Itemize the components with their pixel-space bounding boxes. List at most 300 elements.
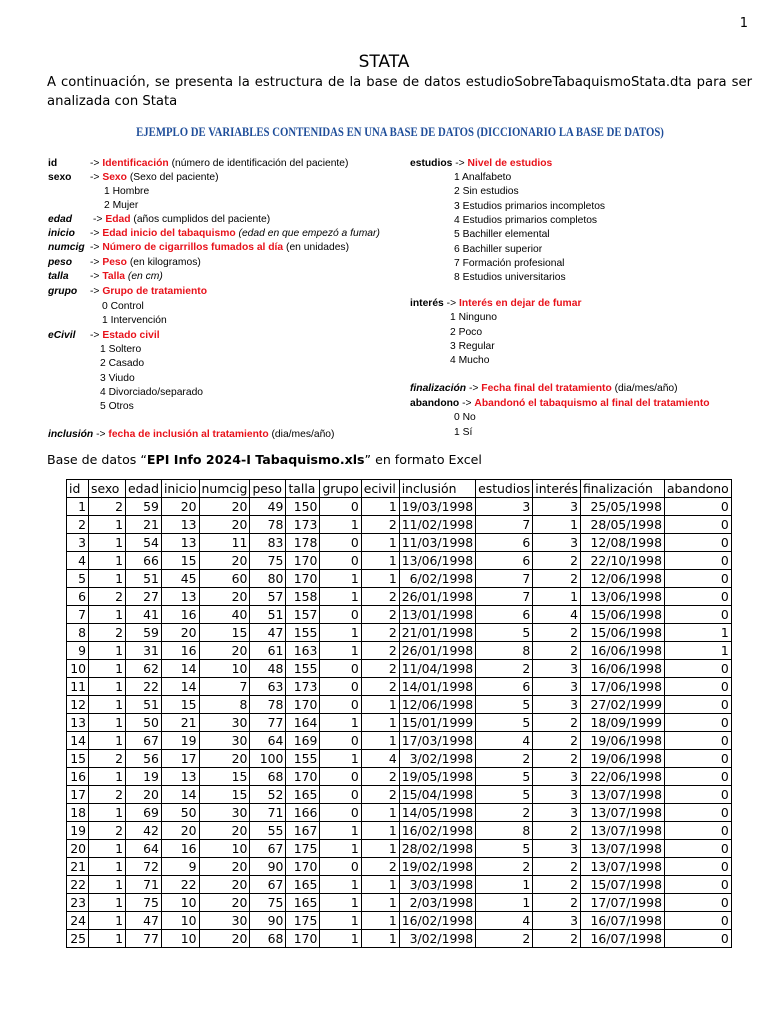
table-cell: 0 [664, 894, 731, 912]
option: 2 Casado [100, 358, 145, 369]
table-cell: 2 [361, 768, 399, 786]
table-cell: 0 [320, 678, 361, 696]
page-number: 1 [739, 16, 748, 31]
table-row [67, 840, 732, 858]
var-label: fecha de inclusión al tratamiento [108, 429, 269, 440]
table-cell: 4 [361, 750, 399, 768]
table-cell: 1 [361, 930, 399, 948]
table-cell: 2 [533, 552, 581, 570]
table-cell: 1 [320, 588, 361, 606]
table-cell: 20 [199, 588, 250, 606]
var-id [48, 157, 349, 171]
table-cell: 50 [126, 714, 162, 732]
table-cell: 15/04/1998 [399, 786, 475, 804]
table-cell: 10 [199, 660, 250, 678]
table-cell: 7 [67, 606, 89, 624]
table-cell: 3/02/1998 [399, 750, 475, 768]
table-cell: 170 [286, 858, 320, 876]
table-cell: 10 [67, 660, 89, 678]
table-cell: 0 [664, 822, 731, 840]
table-cell: 51 [126, 570, 162, 588]
table-cell: 13/07/1998 [580, 858, 664, 876]
table-cell: 170 [286, 930, 320, 948]
table-cell: 2 [361, 678, 399, 696]
table-cell: 10 [161, 912, 199, 930]
arrow: -> Número de cigarrillos fumados al día (en unidades) [90, 242, 349, 253]
table-cell: 3 [533, 678, 581, 696]
table-cell: 163 [286, 642, 320, 660]
table-cell: 12/08/1998 [580, 534, 664, 552]
table-cell: 25 [67, 930, 89, 948]
table-cell: 68 [250, 930, 286, 948]
table-cell: 19/06/1998 [580, 750, 664, 768]
table-cell: 16/06/1998 [580, 642, 664, 660]
table-cell: 68 [250, 768, 286, 786]
table-cell: 100 [250, 750, 286, 768]
table-cell: 11 [199, 534, 250, 552]
table-cell: 13/07/1998 [580, 786, 664, 804]
table-cell: 0 [664, 876, 731, 894]
table-cell: 1 [320, 750, 361, 768]
table-cell: 1 [89, 894, 126, 912]
table-cell: 8 [476, 822, 533, 840]
table-cell: 30 [199, 714, 250, 732]
table-cell: 0 [664, 606, 731, 624]
table-cell: 67 [250, 840, 286, 858]
option: 1 Ninguno [450, 312, 497, 323]
table-cell: 17/06/1998 [580, 678, 664, 696]
var-talla [48, 270, 163, 284]
table-cell: 165 [286, 894, 320, 912]
dictionary-heading: EJEMPLO DE VARIABLES CONTENIDAS EN UNA BASE DE DATOS (DICCIONARIO LA BASE DE DATOS) [136, 125, 664, 139]
table-cell: 155 [286, 660, 320, 678]
table-cell: 1 [476, 894, 533, 912]
table-cell: 15 [67, 750, 89, 768]
table-cell: 1 [361, 714, 399, 732]
table-cell: 59 [126, 624, 162, 642]
table-cell: 2 [476, 660, 533, 678]
table-cell: 175 [286, 912, 320, 930]
table-cell: 6 [476, 552, 533, 570]
table-cell: 78 [250, 516, 286, 534]
var-name: grupo [48, 286, 78, 297]
table-cell: 1 [89, 840, 126, 858]
arrow: -> [96, 429, 106, 440]
table-cell: 2 [89, 822, 126, 840]
table-cell: 48 [250, 660, 286, 678]
table-row [67, 894, 732, 912]
table-cell: 60 [199, 570, 250, 588]
table-row [67, 570, 732, 588]
table-body [67, 498, 732, 948]
table-cell: 2 [476, 858, 533, 876]
table-cell: 5 [476, 624, 533, 642]
table-cell: 1 [476, 876, 533, 894]
table-cell: 80 [250, 570, 286, 588]
arrow: -> Estado civil [90, 330, 160, 341]
column-header-abandono: abandono [664, 480, 731, 498]
table-row [67, 876, 732, 894]
table-cell: 47 [126, 912, 162, 930]
table-cell: 20 [126, 786, 162, 804]
var-name: talla [48, 271, 69, 282]
table-cell: 47 [250, 624, 286, 642]
table-cell: 4 [476, 732, 533, 750]
table-cell: 1 [664, 642, 731, 660]
table-cell: 16/02/1998 [399, 912, 475, 930]
table-cell: 30 [199, 732, 250, 750]
var-sexo [48, 171, 219, 185]
arrow: -> [455, 158, 465, 169]
table-cell: 11 [67, 678, 89, 696]
var-label: Nivel de estudios [467, 158, 553, 169]
table-cell: 0 [664, 732, 731, 750]
table-cell: 64 [126, 840, 162, 858]
table-cell: 20 [199, 894, 250, 912]
arrow: -> Grupo de tratamiento [90, 286, 208, 297]
table-cell: 51 [126, 696, 162, 714]
table-cell: 77 [126, 930, 162, 948]
table-cell: 61 [250, 642, 286, 660]
option: 4 Estudios primarios completos [454, 215, 598, 226]
var-ecivil [48, 329, 160, 343]
table-cell: 1 [89, 642, 126, 660]
var-estudios [410, 157, 552, 171]
table-cell: 7 [476, 588, 533, 606]
table-cell: 0 [664, 858, 731, 876]
option: 1 Intervención [102, 315, 167, 326]
table-cell: 71 [126, 876, 162, 894]
arrow: -> Sexo (Sexo del paciente) [90, 172, 219, 183]
table-cell: 15 [161, 552, 199, 570]
table-cell: 2 [89, 750, 126, 768]
table-cell: 2 [361, 858, 399, 876]
option: 4 Divorciado/separado [100, 387, 204, 398]
table-cell: 0 [664, 588, 731, 606]
var-inclusion [48, 428, 334, 442]
table-cell: 27 [126, 588, 162, 606]
table-cell: 2 [533, 876, 581, 894]
table-cell: 2 [533, 930, 581, 948]
var-name: peso [48, 257, 73, 268]
table-cell: 15/06/1998 [580, 624, 664, 642]
table-cell: 170 [286, 570, 320, 588]
table-row [67, 498, 732, 516]
table-cell: 0 [664, 696, 731, 714]
option: 0 No [454, 412, 476, 423]
table-cell: 2 [533, 732, 581, 750]
option: 1 Hombre [104, 186, 150, 197]
table-cell: 10 [199, 840, 250, 858]
table-cell: 13/07/1998 [580, 840, 664, 858]
table-cell: 1 [320, 894, 361, 912]
table-cell: 1 [89, 570, 126, 588]
table-cell: 13/07/1998 [580, 822, 664, 840]
table-row [67, 696, 732, 714]
table-cell: 22/10/1998 [580, 552, 664, 570]
table-cell: 2 [533, 642, 581, 660]
table-cell: 69 [126, 804, 162, 822]
table-cell: 1 [89, 678, 126, 696]
column-header-inicio: inicio [161, 480, 199, 498]
table-cell: 20 [161, 624, 199, 642]
table-cell: 22 [67, 876, 89, 894]
table-cell: 90 [250, 858, 286, 876]
table-cell: 21/01/1998 [399, 624, 475, 642]
option: 8 Estudios universitarios [454, 272, 566, 283]
table-cell: 11/02/1998 [399, 516, 475, 534]
table-cell: 4 [67, 552, 89, 570]
table-cell: 2/03/1998 [399, 894, 475, 912]
table-cell: 64 [250, 732, 286, 750]
table-cell: 20 [199, 498, 250, 516]
table-cell: 5 [476, 786, 533, 804]
table-cell: 7 [476, 516, 533, 534]
column-header-inclusión: inclusión [399, 480, 475, 498]
table-cell: 18/09/1999 [580, 714, 664, 732]
table-cell: 1 [533, 588, 581, 606]
var-peso [48, 256, 201, 270]
table-cell: 2 [476, 804, 533, 822]
table-row [67, 660, 732, 678]
table-cell: 90 [250, 912, 286, 930]
table-cell: 1 [89, 552, 126, 570]
table-cell: 2 [361, 588, 399, 606]
table-cell: 173 [286, 678, 320, 696]
table-cell: 0 [664, 840, 731, 858]
table-cell: 2 [361, 642, 399, 660]
table-cell: 11/04/1998 [399, 660, 475, 678]
table-cell: 57 [250, 588, 286, 606]
table-cell: 20 [199, 516, 250, 534]
table-cell: 2 [361, 606, 399, 624]
table-cell: 1 [361, 804, 399, 822]
table-cell: 14/01/1998 [399, 678, 475, 696]
var-desc: (dia/mes/año) [271, 429, 335, 440]
table-cell: 9 [67, 642, 89, 660]
var-name: edad [48, 214, 73, 225]
table-cell: 25/05/1998 [580, 498, 664, 516]
caption-text: Base de datos “ [47, 452, 147, 467]
table-cell: 75 [250, 552, 286, 570]
table-cell: 20 [67, 840, 89, 858]
table-cell: 20 [199, 858, 250, 876]
table-cell: 22/06/1998 [580, 768, 664, 786]
table-cell: 28/02/1998 [399, 840, 475, 858]
table-cell: 1 [361, 696, 399, 714]
table-cell: 158 [286, 588, 320, 606]
table-cell: 5 [476, 714, 533, 732]
table-cell: 12/06/1998 [399, 696, 475, 714]
table-cell: 170 [286, 696, 320, 714]
table-cell: 50 [161, 804, 199, 822]
table-cell: 14 [161, 678, 199, 696]
table-cell: 5 [67, 570, 89, 588]
table-cell: 3 [533, 786, 581, 804]
table-cell: 40 [199, 606, 250, 624]
table-cell: 1 [320, 570, 361, 588]
table-cell: 8 [199, 696, 250, 714]
table-cell: 2 [533, 714, 581, 732]
table-cell: 19/02/1998 [399, 858, 475, 876]
table-row [67, 606, 732, 624]
arrow: -> Edad (años cumplidos del paciente) [93, 214, 271, 225]
table-cell: 1 [89, 516, 126, 534]
table-cell: 42 [126, 822, 162, 840]
table-row [67, 768, 732, 786]
var-finalizacion [410, 382, 678, 396]
table-cell: 4 [533, 606, 581, 624]
table-cell: 1 [89, 768, 126, 786]
table-cell: 2 [89, 498, 126, 516]
arrow: -> Edad inicio del tabaquismo (edad en que empezó a fumar) [90, 228, 380, 239]
table-cell: 2 [361, 660, 399, 678]
table-cell: 1 [89, 714, 126, 732]
table-cell: 0 [664, 786, 731, 804]
table-cell: 0 [664, 552, 731, 570]
table-cell: 21 [126, 516, 162, 534]
table-cell: 59 [126, 498, 162, 516]
table-cell: 170 [286, 552, 320, 570]
var-name: id [48, 158, 58, 169]
table-cell: 10 [161, 894, 199, 912]
table-cell: 83 [250, 534, 286, 552]
table-cell: 26/01/1998 [399, 642, 475, 660]
table-cell: 2 [533, 894, 581, 912]
table-cell: 0 [320, 606, 361, 624]
column-header-numcig: numcig [199, 480, 250, 498]
table-cell: 17/03/1998 [399, 732, 475, 750]
table-cell: 11/03/1998 [399, 534, 475, 552]
table-cell: 77 [250, 714, 286, 732]
option: 1 Soltero [100, 344, 142, 355]
table-cell: 0 [664, 534, 731, 552]
table-cell: 3 [533, 660, 581, 678]
table-cell: 19 [126, 768, 162, 786]
table-cell: 17 [67, 786, 89, 804]
table-cell: 75 [250, 894, 286, 912]
table-cell: 167 [286, 822, 320, 840]
table-cell: 22 [126, 678, 162, 696]
table-cell: 0 [664, 930, 731, 948]
table-cell: 178 [286, 534, 320, 552]
arrow: -> [462, 398, 472, 409]
table-cell: 12 [67, 696, 89, 714]
column-header-talla: talla [286, 480, 320, 498]
table-cell: 1 [361, 822, 399, 840]
table-cell: 0 [664, 570, 731, 588]
var-edad [48, 213, 271, 227]
table-cell: 20 [199, 822, 250, 840]
table-cell: 16/02/1998 [399, 822, 475, 840]
table-cell: 17 [161, 750, 199, 768]
var-name: numcig [48, 242, 85, 253]
table-cell: 6 [476, 678, 533, 696]
table-cell: 6/02/1998 [399, 570, 475, 588]
table-cell: 2 [361, 624, 399, 642]
table-cell: 0 [664, 768, 731, 786]
table-cell: 1 [320, 876, 361, 894]
table-cell: 16/07/1998 [580, 930, 664, 948]
var-grupo [48, 285, 208, 299]
table-cell: 1 [361, 894, 399, 912]
table-cell: 15 [161, 696, 199, 714]
table-cell: 2 [476, 930, 533, 948]
table-cell: 19 [67, 822, 89, 840]
table-cell: 0 [664, 516, 731, 534]
table-cell: 2 [89, 786, 126, 804]
table-cell: 16 [67, 768, 89, 786]
table-cell: 3 [533, 696, 581, 714]
var-label: Fecha final del tratamiento [481, 383, 612, 394]
table-cell: 31 [126, 642, 162, 660]
var-name: inicio [48, 228, 75, 239]
option: 4 Mucho [450, 355, 490, 366]
table-cell: 20 [199, 642, 250, 660]
table-cell: 5 [476, 696, 533, 714]
table-cell: 16/07/1998 [580, 912, 664, 930]
table-cell: 155 [286, 750, 320, 768]
table-cell: 21 [67, 858, 89, 876]
var-name: abandono [410, 398, 460, 409]
table-cell: 1 [361, 912, 399, 930]
table-cell: 27/02/1999 [580, 696, 664, 714]
table-row [67, 912, 732, 930]
table-cell: 1 [89, 858, 126, 876]
table-row [67, 804, 732, 822]
table-cell: 30 [199, 912, 250, 930]
table-cell: 1 [320, 930, 361, 948]
column-header-estudios: estudios [476, 480, 533, 498]
table-row [67, 516, 732, 534]
table-cell: 0 [320, 498, 361, 516]
table-cell: 1 [67, 498, 89, 516]
table-cell: 19/03/1998 [399, 498, 475, 516]
option: 2 Poco [450, 327, 483, 338]
table-cell: 1 [89, 534, 126, 552]
table-cell: 67 [126, 732, 162, 750]
table-cell: 28/05/1998 [580, 516, 664, 534]
table-cell: 173 [286, 516, 320, 534]
table-cell: 26/01/1998 [399, 588, 475, 606]
table-cell: 1 [361, 570, 399, 588]
table-cell: 1 [89, 606, 126, 624]
table-cell: 13/07/1998 [580, 804, 664, 822]
table-cell: 3 [533, 804, 581, 822]
table-cell: 166 [286, 804, 320, 822]
table-cell: 1 [89, 930, 126, 948]
table-cell: 170 [286, 768, 320, 786]
option: 1 Sí [454, 427, 473, 438]
table-cell: 0 [320, 786, 361, 804]
table-cell: 3 [533, 912, 581, 930]
table-cell: 49 [250, 498, 286, 516]
table-cell: 1 [89, 696, 126, 714]
option: 7 Formación profesional [454, 258, 565, 269]
table-cell: 2 [533, 750, 581, 768]
table-cell: 24 [67, 912, 89, 930]
option: 5 Otros [100, 401, 134, 412]
table-cell: 0 [320, 660, 361, 678]
table-cell: 13/06/1998 [399, 552, 475, 570]
var-name: inclusión [48, 429, 94, 440]
table-cell: 12/06/1998 [580, 570, 664, 588]
table-cell: 41 [126, 606, 162, 624]
table-caption [47, 452, 482, 467]
table-row [67, 588, 732, 606]
table-cell: 63 [250, 678, 286, 696]
table-cell: 15/01/1999 [399, 714, 475, 732]
